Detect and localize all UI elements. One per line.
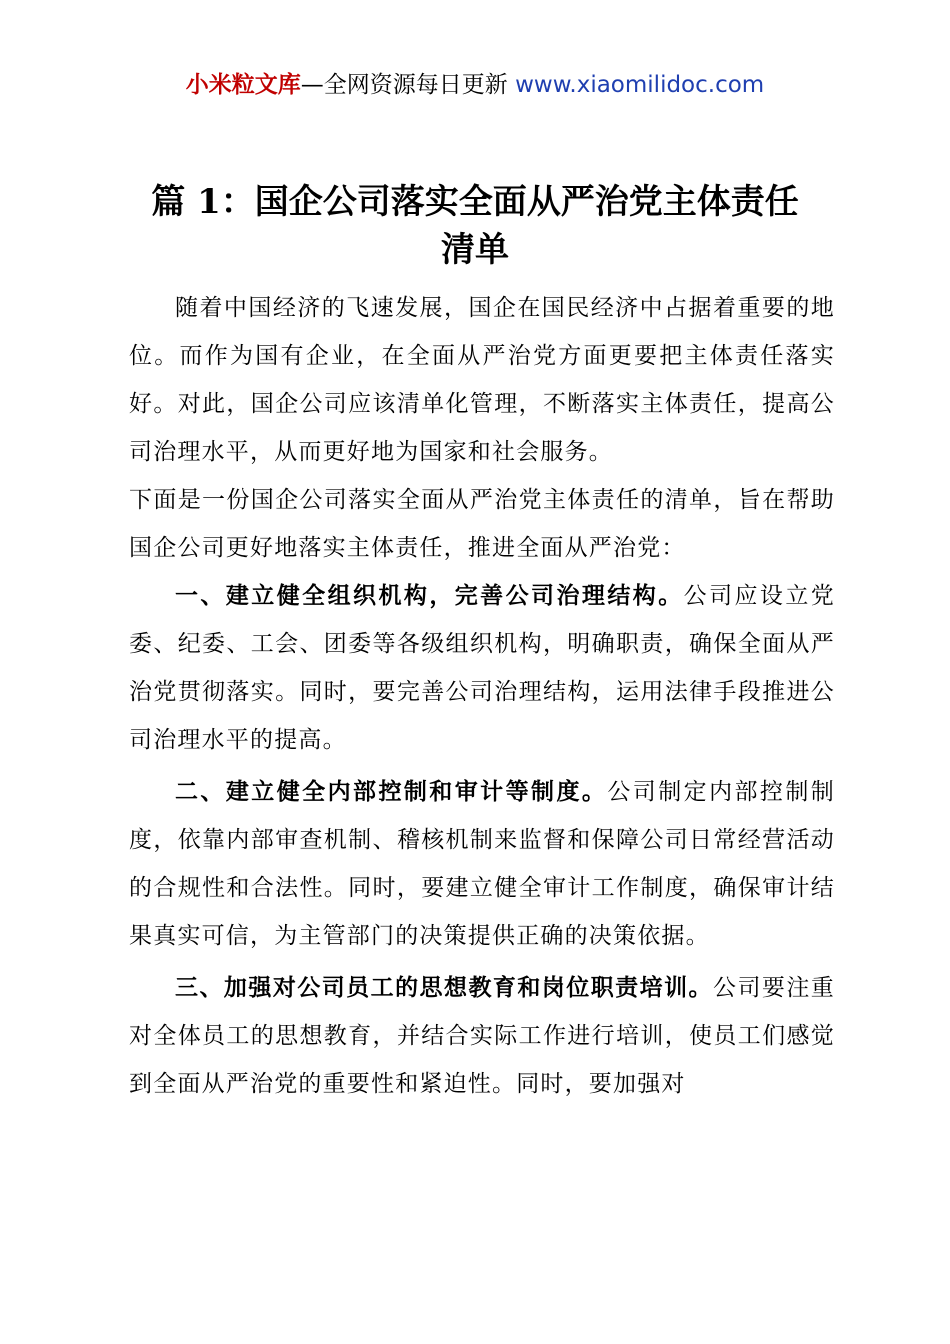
- list-item-heading: 三、加强对公司员工的思想教育和岗位职责培训。: [175, 975, 713, 1001]
- document-title: [90, 178, 860, 274]
- list-item-heading: 一、建立健全组织机构，完善公司治理结构。: [175, 583, 684, 609]
- list-item: [129, 572, 835, 764]
- list-item: [129, 964, 835, 1108]
- list-item-heading: 二、建立健全内部控制和审计等制度。: [175, 779, 608, 805]
- site-url-link[interactable]: www.xiaomilidoc.com: [515, 72, 765, 98]
- site-brand: 小米粒文库: [185, 72, 301, 98]
- document-body: [129, 284, 835, 1108]
- document-title-line1: 篇 1：国企公司落实全面从严治党主体责任: [151, 182, 799, 222]
- list-item-text: 公司应设立党委、纪委、工会、团委等各级组织机构，明确职责，确保全面从严治党贯彻落实。同时，要完善公司治理结构，运用法律手段推进公司治理水平的提高。: [129, 583, 836, 753]
- document-title-line2: 清单: [441, 230, 509, 270]
- site-header: [0, 70, 950, 100]
- lead-in-paragraph: 下面是一份国企公司落实全面从严治党主体责任的清单，旨在帮助国企公司更好地落实主体责任，推进全面从严治党：: [129, 487, 835, 561]
- site-tagline: —全网资源每日更新: [300, 72, 508, 98]
- list-item: [129, 768, 835, 960]
- list-item-text: 公司要注重对全体员工的思想教育，并结合实际工作进行培训，使员工们感觉到全面从严治党的重要性和紧迫性。同时，要加强对: [129, 975, 835, 1097]
- intro-paragraph: 随着中国经济的飞速发展，国企在国民经济中占据着重要的地位。而作为国有企业，在全面从严治党方面更要把主体责任落实好。对此，国企公司应该清单化管理，不断落实主体责任，提高公司治理水平，从而更好地为国家和社会服务。: [129, 295, 835, 465]
- list-item-text: 公司制定内部控制制度，依靠内部审查机制、稽核机制来监督和保障公司日常经营活动的合规性和合法性。同时，要建立健全审计工作制度，确保审计结果真实可信，为主管部门的决策提供正确的决策依据。: [129, 779, 835, 949]
